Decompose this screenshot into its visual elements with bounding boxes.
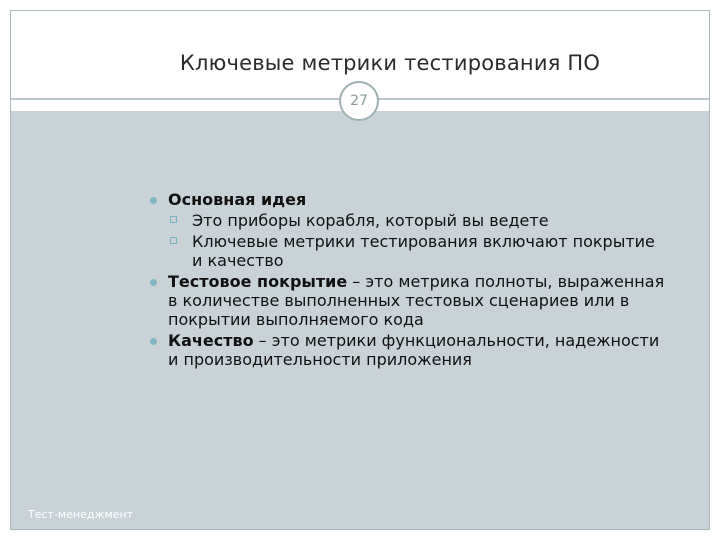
bullet-item xyxy=(148,272,668,329)
square-bullet-icon xyxy=(170,216,177,223)
sub-bullet-text: Это приборы корабля, который вы ведете xyxy=(192,211,549,230)
bullet-dot-icon xyxy=(150,197,157,204)
bullet-term: Качество xyxy=(168,331,254,350)
sub-bullet-text: Ключевые метрики тестирования включают покрытие и качество xyxy=(192,232,655,270)
bullet-item xyxy=(148,190,668,209)
bullet-term: Тестовое покрытие xyxy=(168,272,348,291)
slide-number-badge: 27 xyxy=(339,81,379,121)
bullet-heading: Основная идея xyxy=(168,190,307,209)
sub-bullet-item xyxy=(148,232,668,270)
square-bullet-icon xyxy=(170,237,177,244)
bullet-text: – это метрики функциональности, надежности и производительности приложения xyxy=(168,331,660,369)
slide-title: Ключевые метрики тестирования ПО xyxy=(179,51,601,75)
bullet-list xyxy=(148,190,668,371)
bullet-text: – это метрика полноты, выраженная в количестве выполненных тестовых сценариев или в покрытии выполняемого кода xyxy=(168,272,665,329)
bullet-dot-icon xyxy=(150,279,157,286)
bullet-dot-icon xyxy=(150,338,157,345)
bullet-item xyxy=(148,331,668,369)
sub-bullet-item xyxy=(148,211,668,230)
footer-text: Тест-менеджмент xyxy=(28,508,134,521)
